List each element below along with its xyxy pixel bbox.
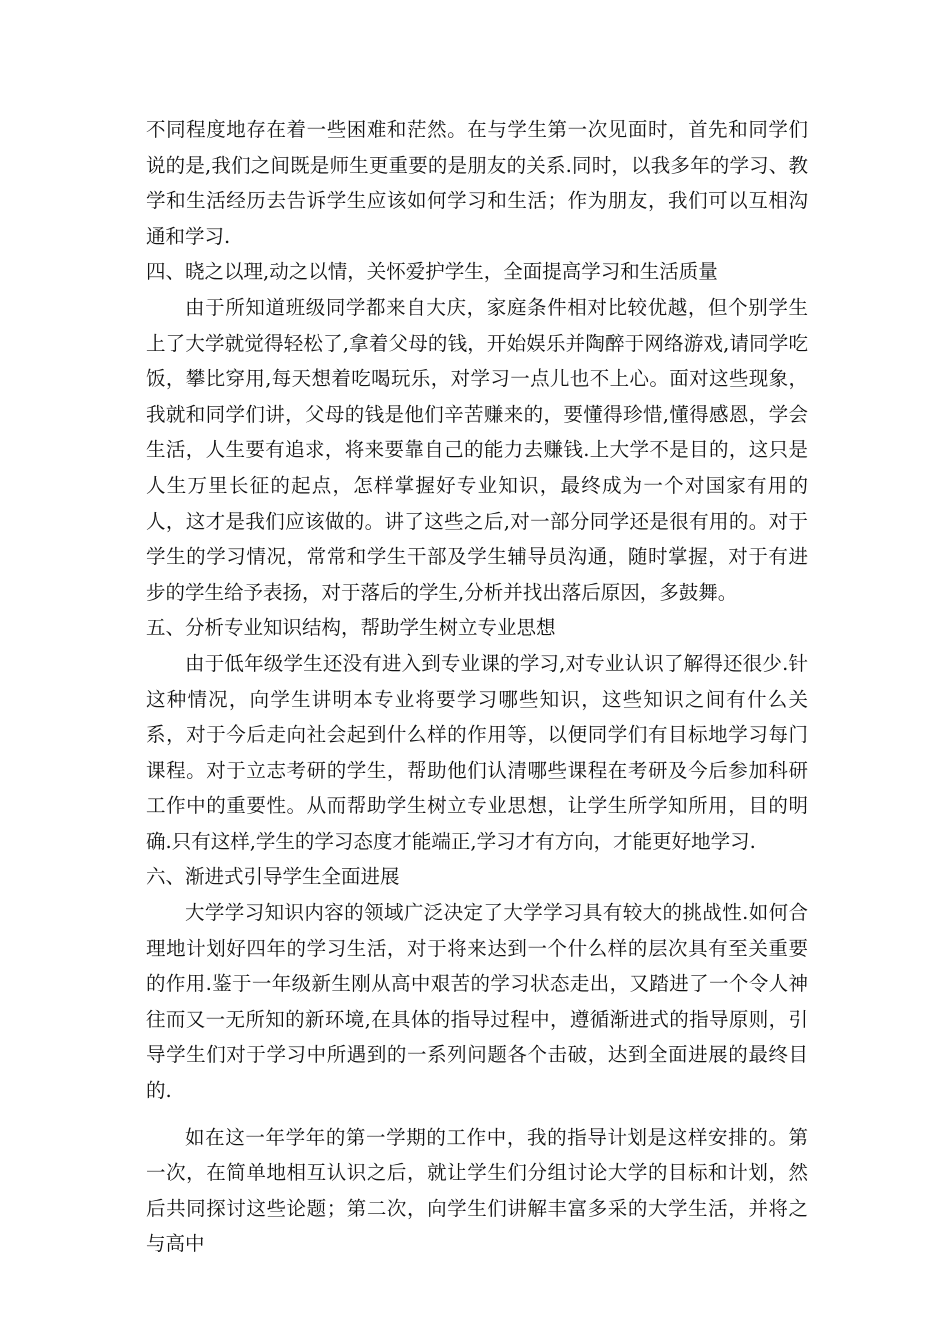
section-heading-5: 五、分析专业知识结构，帮助学生树立专业思想 — [146, 616, 556, 640]
paragraph-section-4: 由于所知道班级同学都来自大庆，家庭条件相对比较优越，但个别学生上了大学就觉得轻松了,拿着父母的钱，开始娱乐并陶醉于网络游戏,请同学吃饭，攀比穿用,每天想着吃喝玩乐，对学习一点儿也不上心。面对这些现象，我就和同学们讲，父母的钱是他们辛苦赚来的，要懂得珍惜,懂得感恩，学会生活，人生要有追求，将来要靠自己的能力去赚钱.上大学不是目的，这只是人生万里长征的起点，怎样掌握好专业知识，最终成为一个对国家有用的人，这才是我们应该做的。讲了这些之后,对一部分同学还是很有用的。对于学生的学习情况，常常和学生干部及学生辅导员沟通，随时掌握，对于有进步的学生给予表扬，对于落后的学生,分析并找出落后原因，多鼓舞。 — [146, 295, 808, 604]
paragraph-section-6: 大学学习知识内容的领域广泛决定了大学学习具有较大的挑战性.如何合理地计划好四年的学习生活，对于将来达到一个什么样的层次具有至关重要的作用.鉴于一年级新生刚从高中艰苦的学习状态走出，又踏进了一个令人神往而又一无所知的新环境,在具体的指导过程中，遵循渐进式的指导原则，引导学生们对于学习中所遇到的一系列问题各个击破，达到全面进展的最终目的. — [146, 901, 808, 1103]
section-heading-6: 六、渐进式引导学生全面进展 — [146, 865, 400, 889]
document-page — [146, 112, 808, 1262]
paragraph-section-5: 由于低年级学生还没有进入到专业课的学习,对专业认识了解得还很少.针这种情况，向学生讲明本专业将要学习哪些知识，这些知识之间有什么关系，对于今后走向社会起到什么样的作用等，以便同学们有目标地学习每门课程。对于立志考研的学生，帮助他们认清哪些课程在考研及今后参加科研工作中的重要性。从而帮助学生树立专业思想，让学生所学知所用，目的明确.只有这样,学生的学习态度才能端正,学习才有方向，才能更好地学习. — [146, 651, 808, 853]
paragraph-plan: 如在这一年学年的第一学期的工作中，我的指导计划是这样安排的。第一次，在简单地相互认识之后，就让学生们分组讨论大学的目标和计划，然后共同探讨这些论题；第二次，向学生们讲解丰富多采的大学生活，并将之与高中 — [146, 1125, 808, 1256]
paragraph-intro: 不同程度地存在着一些困难和茫然。在与学生第一次见面时，首先和同学们说的是,我们之间既是师生更重要的是朋友的关系.同时，以我多年的学习、教学和生活经历去告诉学生应该如何学习和生活；作为朋友，我们可以互相沟通和学习. — [146, 118, 808, 248]
section-heading-4: 四、晓之以理,动之以情，关怀爱护学生，全面提高学习和生活质量 — [146, 260, 718, 284]
